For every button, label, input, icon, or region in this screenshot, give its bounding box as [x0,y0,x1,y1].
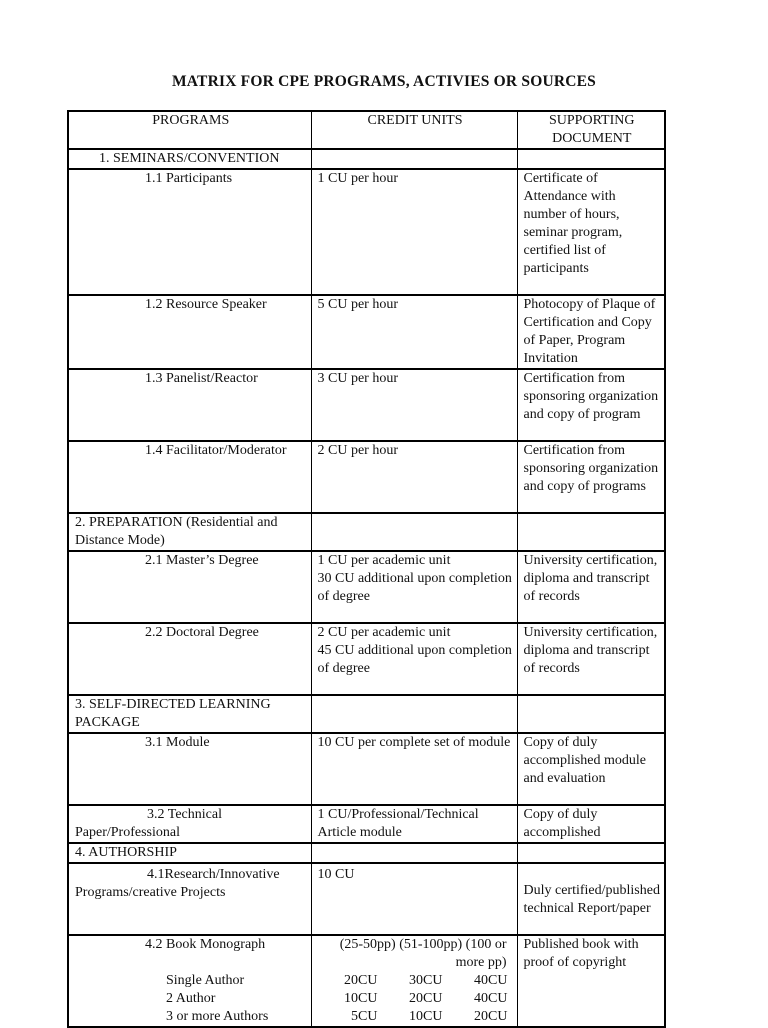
credit-cell: 2 CU per hour [311,441,517,513]
program-cell: 1.1 Participants [68,169,311,295]
credit-value: 30CU [409,973,443,988]
credit-grid-row [318,972,508,990]
section-title: 4. AUTHORSHIP [68,843,311,863]
credit-cell: 1 CU per hour [311,169,517,295]
program-cell: 2.1 Master’s Degree [68,551,311,623]
credit-value: 10CU [344,991,378,1006]
document-cell: Certificate of Attendance with number of hours, seminar program, certified list of participants [517,169,665,295]
credit-grid-row [318,1008,508,1026]
section-row [68,843,665,863]
credit-grid [318,972,508,1026]
credit-cell: 10 CU per complete set of module [311,733,517,805]
section-title: 1. SEMINARS/CONVENTION [68,149,311,169]
credit-line: 1 CU per academic unit [317,553,451,568]
credit-cell: 3 CU per hour [311,369,517,441]
document-cell: University certification, diploma and transcript of records [517,623,665,695]
header-credit-units: CREDIT UNITS [311,111,517,149]
program-cell: 1.4 Facilitator/Moderator [68,441,311,513]
program-cell: 3.1 Module [68,733,311,805]
table-row [68,369,665,441]
header-supporting-document: SUPPORTING DOCUMENT [517,111,665,149]
table-row [68,169,665,295]
program-cell: 1.2 Resource Speaker [68,295,311,369]
section-row [68,513,665,551]
document-cell: Certification from sponsoring organization and copy of programs [517,441,665,513]
table-row [68,805,665,843]
table-row [68,733,665,805]
credit-line: 2 CU per academic unit [317,625,451,640]
document-cell: Copy of duly accomplished module and evaluation [517,733,665,805]
credit-cell: 5 CU per hour [311,295,517,369]
program-label: 4.1Research/Innovative Programs/creative Projects [75,867,280,900]
document-cell: Copy of duly accomplished [517,805,665,843]
section-title: 2. PREPARATION (Residential and Distance Mode) [68,513,311,551]
table-row [68,551,665,623]
table-row [68,935,665,1027]
cpe-matrix-table [67,110,666,1028]
program-cell: 3.2 Technical Paper/Professional [68,805,311,843]
table-row [68,863,665,935]
credit-value: 20CU [409,991,443,1006]
credit-cell [311,623,517,695]
header-programs: PROGRAMS [68,111,311,149]
credit-grid-row [318,990,508,1008]
credit-value: 10CU [409,1009,443,1024]
document-cell: Published book with proof of copyright [517,935,665,1027]
credit-value: 40CU [474,991,508,1006]
header-row [68,111,665,149]
credit-cell [311,551,517,623]
credit-value: 20CU [474,1009,508,1024]
credit-cell [311,935,517,1027]
table-row [68,441,665,513]
credit-value: 20CU [344,973,378,988]
credit-line: 30 CU additional upon completion of degree [317,571,512,604]
program-cell: 2.2 Doctoral Degree [68,623,311,695]
credit-cell: 1 CU/Professional/Technical Article module [311,805,517,843]
program-label: 4.2 Book Monograph [145,937,266,952]
document-label: Duly certified/published technical Report/paper [523,883,660,916]
program-cell [68,935,311,1027]
page-title: MATRIX FOR CPE PROGRAMS, ACTIVIES OR SOURCES [171,73,597,90]
author-label: 2 Author [166,991,216,1006]
credit-value: 5CU [351,1009,378,1024]
document-cell: University certification, diploma and transcript of records [517,551,665,623]
page-range-label: (25-50pp) (51-100pp) (100 or more pp) [339,937,507,970]
section-row [68,149,665,169]
credit-line: 45 CU additional upon completion of degree [317,643,512,676]
section-row [68,695,665,733]
document-cell: Photocopy of Plaque of Certification and Copy of Paper, Program Invitation [517,295,665,369]
document-cell [517,863,665,935]
author-label: 3 or more Authors [166,1009,269,1024]
credit-cell: 10 CU [311,863,517,935]
credit-value: 40CU [474,973,508,988]
section-title: 3. SELF-DIRECTED LEARNING PACKAGE [68,695,311,733]
table-row [68,623,665,695]
program-cell [68,863,311,935]
program-cell: 1.3 Panelist/Reactor [68,369,311,441]
author-label: Single Author [166,973,245,988]
document-cell: Certification from sponsoring organization and copy of program [517,369,665,441]
table-row [68,295,665,369]
